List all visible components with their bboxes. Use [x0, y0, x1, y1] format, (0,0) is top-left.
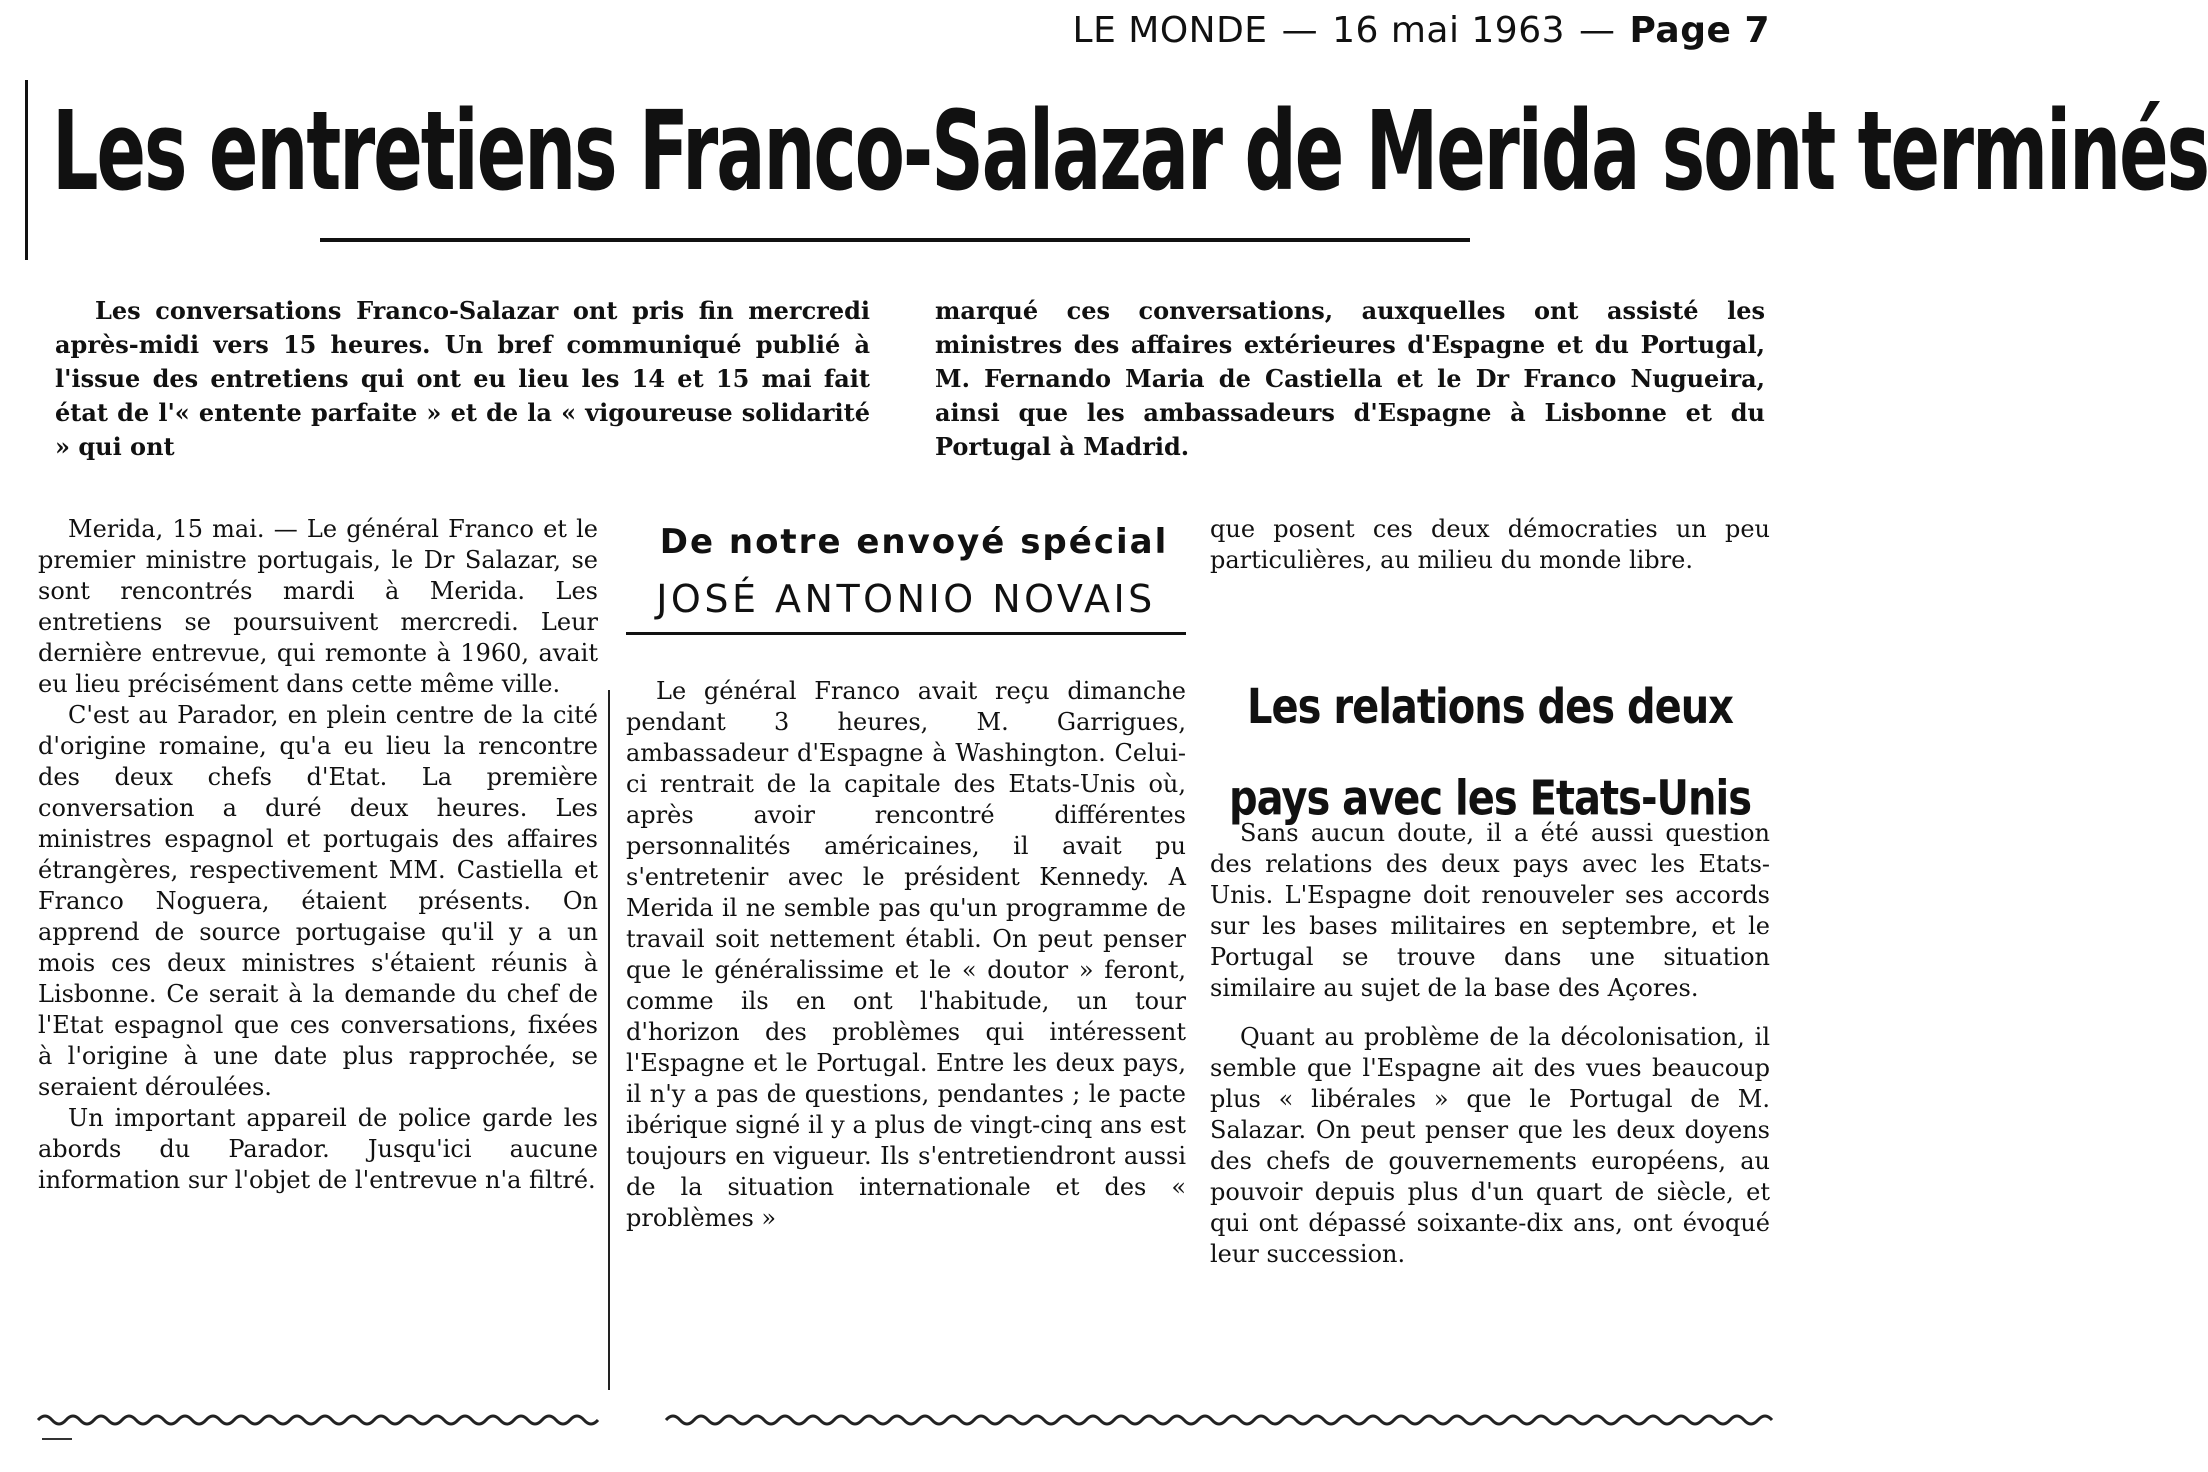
- article-column-3: [1210, 818, 1770, 1398]
- page-number: Page 7: [1629, 10, 1770, 51]
- paragraph: Le général Franco avait reçu dimanche pendant 3 heures, M. Garrigues, ambassadeur d'Espagne à Washington. Celui-ci rentrait de la capitale des Etats-Unis où, après avoir rencontré différentes personnalités américaines, il avait pu s'entretenir avec le président Kennedy. A Merida il ne semble pas qu'un programme de travail soit nettement établi. On peut penser que le généralissime et le « doutor » feront, comme ils en ont l'habitude, un tour d'horizon des problèmes qui intéressent l'Espagne et le Portugal. Entre les deux pays, il n'y a pas de questions, pendantes ; le pacte ibérique signé il y a plus de vingt-cinq ans est toujours en vigueur. Ils s'entretiendront aussi de la situation internationale et des « problèmes »: [626, 677, 1186, 1232]
- byline: [626, 514, 1186, 632]
- paragraph: Sans aucun doute, il a été aussi question des relations des deux pays avec les Etats-Unis. L'Espagne doit renouveler ses accords sur les bases militaires en septembre, et le Portugal se trouve dans une situation similaire au sujet de la base des Açores.: [1210, 819, 1770, 1002]
- lede-left: Les conversations Franco-Salazar ont pris fin mercredi après-midi vers 15 heures. Un bref communiqué publié à l'issue des entretiens qui ont eu lieu les 14 et 15 mai fait état de l'« entente parfaite » et de la « vigoureuse solidarité » qui ont: [55, 296, 870, 461]
- subheading: Les relations des deux pays avec les Etats-Unis: [1228, 680, 1752, 827]
- paragraph: C'est au Parador, en plein centre de la cité d'origine romaine, qu'a eu lieu la rencontre des deux chefs d'Etat. La première conversation a duré deux heures. Les ministres espagnol et portugais des affaires étrangères, respectivement MM. Castiella et Franco Noguera, étaient présents. On apprend de source portugaise qu'il y a un mois ces deux ministres s'étaient réunis à Lisbonne. Ce serait à la demande du chef de l'Etat espagnol que ces conversations, fixées à l'origine à une date plus rapprochée, se seraient déroulées.: [38, 701, 598, 1101]
- byline-envoy: De notre envoyé spécial: [659, 522, 1169, 562]
- footer-dash: [42, 1438, 72, 1440]
- headline-rule: [320, 238, 1470, 242]
- header-separator: —: [1281, 10, 1319, 51]
- publication-date: 16 mai 1963: [1332, 10, 1566, 51]
- lede-right: marqué ces conversations, auxquelles ont assisté les ministres des affaires extérieures d'Espagne et du Portugal, M. Fernando Maria de Castiella et le Dr Franco Nugueira, ainsi que les ambassadeurs d'Espagne à Lisbonne et du Portugal à Madrid.: [935, 296, 1765, 461]
- column-divider: [608, 690, 610, 1390]
- paragraph: Quant au problème de la décolonisation, il semble que l'Espagne ait des vues beaucoup plus « libérales » que le Portugal de M. Salazar. On peut penser que les deux doyens des chefs de gouvernements européens, au pouvoir depuis plus d'un quart de siècle, et qui ont dépassé soixante-dix ans, ont évoqué leur succession.: [1210, 1023, 1770, 1268]
- left-column-rule: [25, 80, 28, 260]
- article-column-2: [626, 676, 1186, 1391]
- paragraph: Un important appareil de police garde les abords du Parador. Jusqu'ici aucune information sur l'objet de l'entrevue n'a filtré.: [38, 1104, 598, 1194]
- page-header: [930, 6, 1770, 56]
- wavy-divider-right: [666, 1410, 1776, 1426]
- paragraph: que posent ces deux démocraties un peu particulières, au milieu du monde libre.: [1210, 515, 1770, 574]
- header-separator: —: [1579, 10, 1616, 51]
- headline: Les entretiens Franco-Salazar de Merida sont terminés: [52, 88, 2208, 216]
- byline-author: JOSÉ ANTONIO NOVAIS: [656, 577, 1156, 621]
- byline-rule: [626, 632, 1186, 635]
- article-column-3-continuation: [1210, 514, 1770, 614]
- wavy-divider-left: [38, 1410, 598, 1426]
- paragraph: Merida, 15 mai. — Le général Franco et le premier ministre portugais, le Dr Salazar, se sont rencontrés mardi à Merida. Les entretiens se poursuivent mercredi. Leur dernière entrevue, qui remonte à 1960, avait eu lieu précisément dans cette même ville.: [38, 515, 598, 698]
- publication-name: LE MONDE: [1072, 10, 1268, 51]
- article-column-1: [38, 514, 598, 1384]
